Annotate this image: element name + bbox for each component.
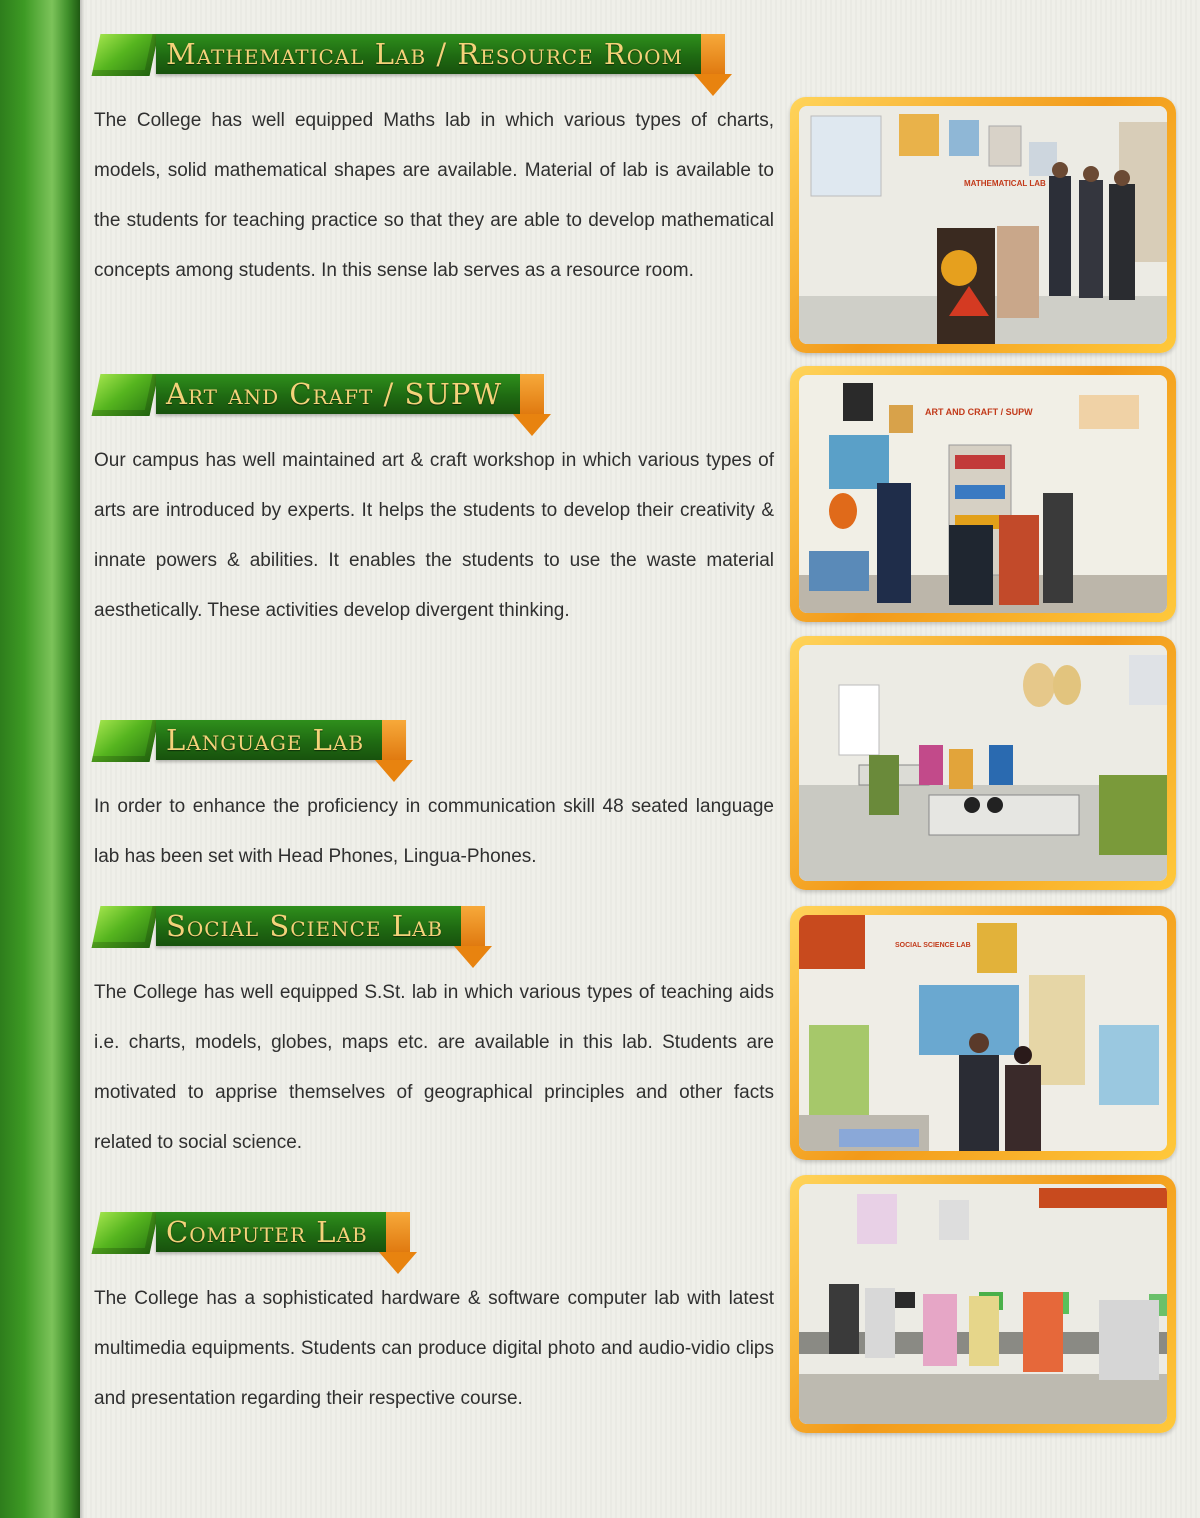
- section-heading: [76, 902, 796, 952]
- green-cube-icon: [92, 34, 159, 76]
- photo-language-lab: [790, 636, 1176, 890]
- section-title: Social Science Lab: [166, 909, 444, 943]
- section-art-and-craft: [76, 370, 796, 636]
- heading-ribbon: [156, 34, 703, 74]
- section-title: Computer Lab: [166, 1215, 368, 1249]
- heading-ribbon: [156, 374, 522, 414]
- green-cube-icon: [92, 374, 159, 416]
- down-arrow-icon: [701, 34, 725, 74]
- heading-ribbon: [156, 1212, 388, 1252]
- heading-ribbon: [156, 906, 463, 946]
- section-body: In order to enhance the proficiency in communication skill 48 seated language lab has been set with Head Phones, Lingua-Phones.: [94, 796, 774, 867]
- down-arrow-icon: [386, 1212, 410, 1252]
- section-mathematical-lab: [76, 30, 796, 296]
- section-heading: [76, 1208, 796, 1258]
- section-social-science-lab: [76, 902, 796, 1168]
- down-arrow-icon: [382, 720, 406, 760]
- photo-sign: SOCIAL SCIENCE LAB: [895, 942, 971, 949]
- green-cube-icon: [92, 720, 159, 762]
- section-heading: [76, 716, 796, 766]
- down-arrow-icon: [461, 906, 485, 946]
- photo-sign: ART AND CRAFT / SUPW: [925, 407, 1033, 417]
- heading-ribbon: [156, 720, 384, 760]
- section-body: The College has well equipped S.St. lab in which various types of teaching aids i.e. charts, models, globes, maps etc. are available in this lab. Students are motivated to apprise themselves of geographical principles and other facts related to social science.: [94, 982, 774, 1153]
- section-heading: [76, 30, 796, 80]
- section-body: The College has a sophisticated hardware & software computer lab with latest multimedia equipments. Students can produce digital photo and audio-vidio clips and presentation regarding their respective course.: [94, 1288, 774, 1409]
- section-title: Art and Craft / SUPW: [166, 377, 503, 411]
- down-arrow-icon: [520, 374, 544, 414]
- green-sidebar: [0, 0, 80, 1518]
- photo-computer-lab: [790, 1175, 1176, 1433]
- section-body: The College has well equipped Maths lab in which various types of charts, models, solid mathematical shapes are available. Material of lab is available to the students for teaching practice so that they are able to develop mathematical concepts among students. In this sense lab serves as a resource room.: [94, 110, 774, 281]
- photo-art-and-craft: [790, 366, 1176, 622]
- photo-sign: MATHEMATICAL LAB: [964, 179, 1046, 188]
- photo-social-science-lab: [790, 906, 1176, 1160]
- photo-mathematical-lab: [790, 97, 1176, 353]
- section-heading: [76, 370, 796, 420]
- green-cube-icon: [92, 906, 159, 948]
- section-title: Mathematical Lab / Resource Room: [166, 37, 684, 71]
- section-title: Language Lab: [166, 723, 365, 757]
- section-computer-lab: [76, 1208, 796, 1424]
- section-body: Our campus has well maintained art & craft workshop in which various types of arts are introduced by experts. It helps the students to develop their creativity & innate powers & abilities. It enables the students to use the waste material aesthetically. These activities develop divergent thinking.: [94, 450, 774, 621]
- section-language-lab: [76, 716, 796, 882]
- green-cube-icon: [92, 1212, 159, 1254]
